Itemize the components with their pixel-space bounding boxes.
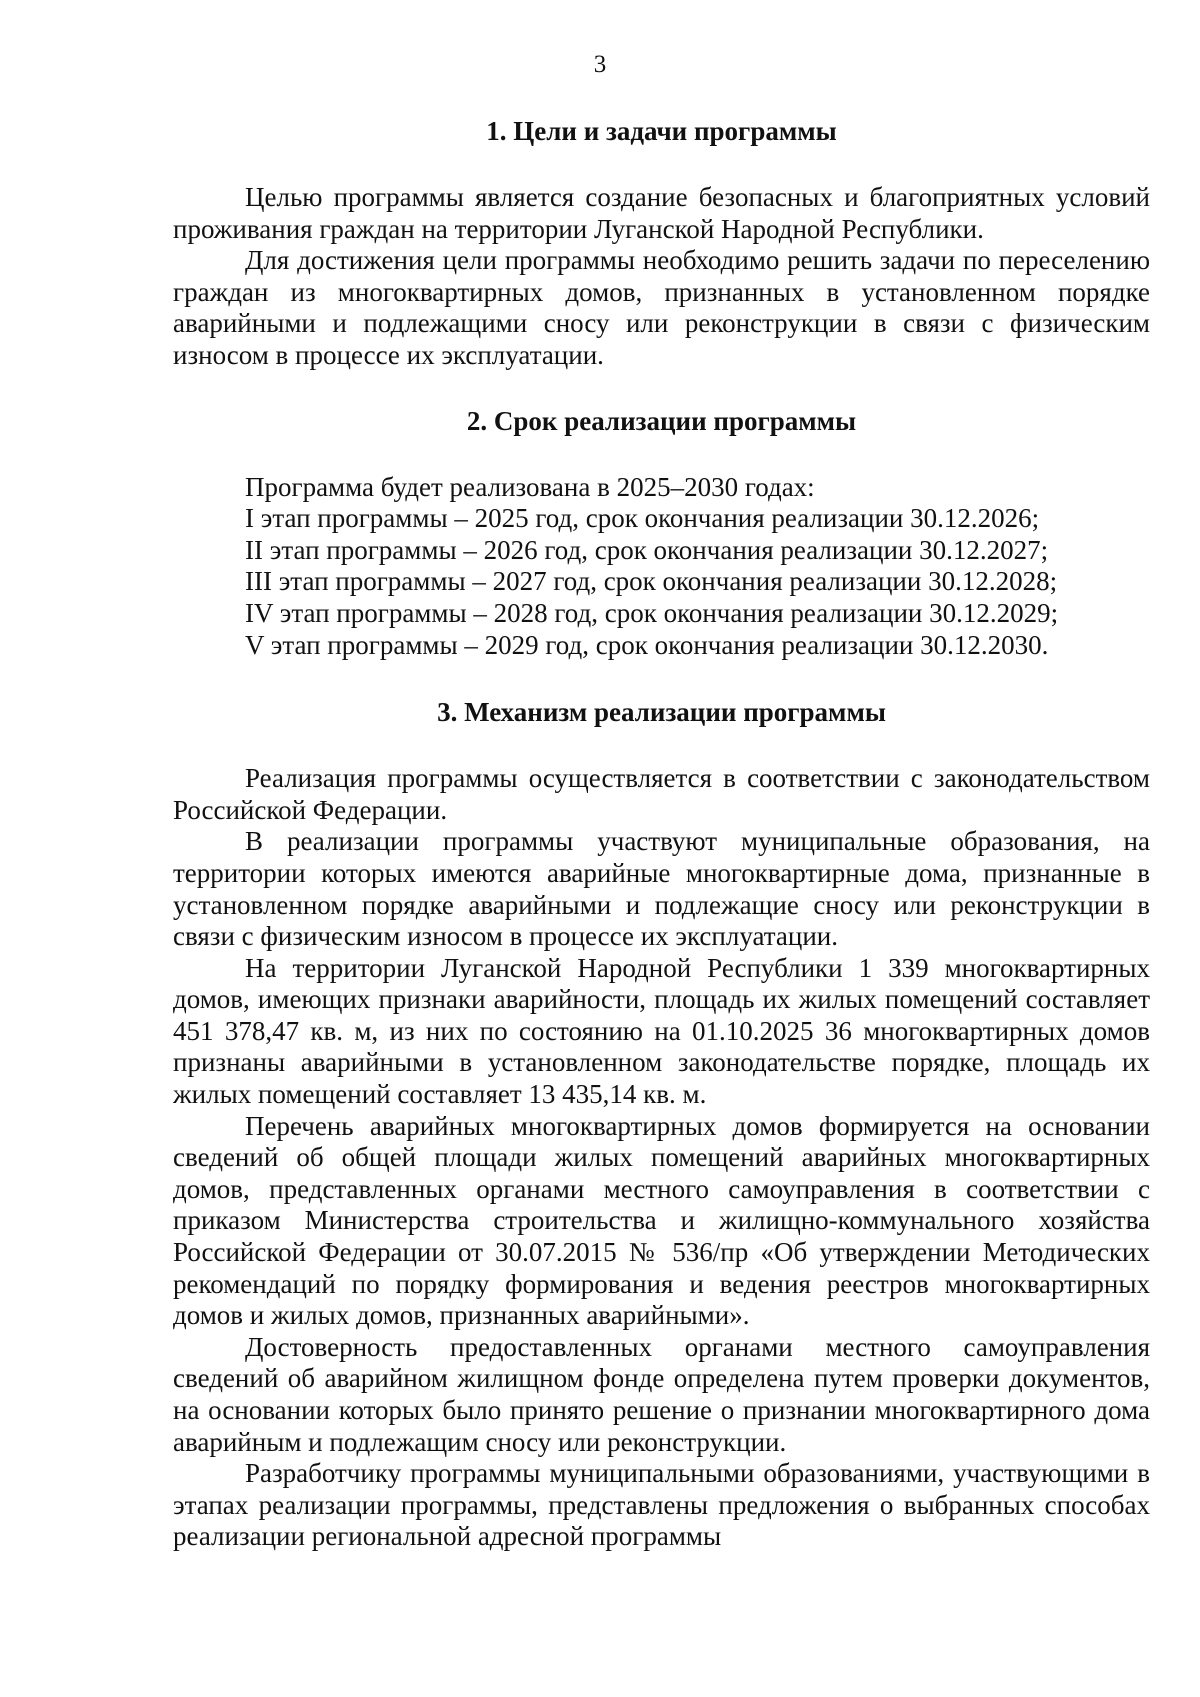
paragraph: В реализации программы участвуют муниципальные образования, на территории которых имеются аварийные многоквартирные дома, признанные в установленном порядке аварийными и подлежащие сносу или реконструкции в связи с физическим износом в процессе их эксплуатации. (173, 826, 1150, 952)
section-mechanism (173, 696, 1150, 1553)
section-title-mechanism: 3. Механизм реализации программы (437, 697, 886, 728)
paragraph: Целью программы является создание безопасных и благоприятных условий проживания граждан на территории Луганской Народной Республики. (173, 182, 1150, 244)
paragraph: Перечень аварийных многоквартирных домов формируется на основании сведений об общей площади жилых помещений аварийных многоквартирных домов, представленных органами местного самоуправления в соответствии с приказом Министерства строительства и жилищно-коммунального хозяйства Российской Федерации от 30.07.2015 № 536/пр «Об утверждении Методических рекомендаций по порядку формирования и ведения реестров многоквартирных домов и жилых домов, признанных аварийными». (173, 1110, 1150, 1331)
section-title-timeline: 2. Срок реализации программы (466, 405, 857, 436)
paragraph: Достоверность предоставленных органами местного самоуправления сведений об аварийном жилищном фонде определена путем проверки документов, на основании которых было принято решение о признании многоквартирного дома аварийным и подлежащим сносу или реконструкции. (173, 1331, 1150, 1457)
timeline-intro: Программа будет реализована в 2025–2030 годах: (245, 471, 815, 502)
paragraph: Разработчику программы муниципальными образованиями, участвующими в этапах реализации программы, представлены предложения о выбранных способах реализации региональной адресной программы (173, 1458, 1150, 1552)
section-timeline (173, 405, 1150, 662)
stage-item: I этап программы – 2025 год, срок окончания реализации 30.12.2026; (245, 503, 1040, 534)
document-body (173, 115, 1150, 1553)
paragraph: Для достижения цели программы необходимо решить задачи по переселению граждан из многоквартирных домов, признанных в установленном порядке аварийными и подлежащими сносу или реконструкции в связи с физическим износом в процессе их эксплуатации. (173, 245, 1150, 370)
section-title-goals: 1. Цели и задачи программы (486, 116, 837, 146)
paragraph: Реализация программы осуществляется в соответствии с законодательством Российской Федерации. (173, 763, 1150, 825)
paragraph: На территории Луганской Народной Республики 1 339 многоквартирных домов, имеющих признаки аварийности, площадь их жилых помещений составляет 451 378,47 кв. м, из них по состоянию на 01.10.2025 36 многоквартирных домов признаны аварийными в установленном законодательстве порядке, площадь их жилых помещений составляет 13 435,14 кв. м. (173, 952, 1150, 1110)
stage-item: V этап программы – 2029 год, срок окончания реализации 30.12.2030. (245, 629, 1049, 660)
stage-item: III этап программы – 2027 год, срок окончания реализации 30.12.2028; (245, 566, 1058, 597)
stage-item: II этап программы – 2026 год, срок окончания реализации 30.12.2027; (245, 534, 1049, 565)
section-goals (173, 115, 1150, 372)
page-number: 3 (593, 51, 607, 78)
stage-item: IV этап программы – 2028 год, срок окончания реализации 30.12.2029; (245, 597, 1059, 628)
